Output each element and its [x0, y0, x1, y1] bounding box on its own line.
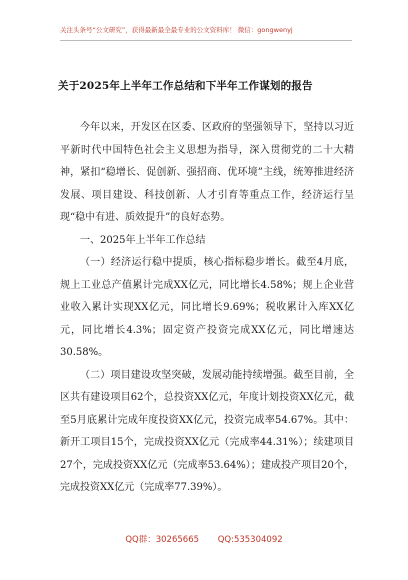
paragraph-intro: 今年以来，开发区在区委、区政府的坚强领导下，坚持以习近平新时代中国特色社会主义思想为指导，深入贯彻党的二十大精神，紧扣“稳增长、促创新、强招商、优环境”主线，统筹推进经济发展、项目建设、科技创新、人才引育等重点工作，经济运行呈现“稳中有进、质效提升”的良好态势。 [60, 122, 354, 223]
footer-qq-group: QQ群：30265665 [125, 535, 200, 545]
document-title: 关于2025年上半年工作总结和下半年工作谋划的报告 [58, 80, 313, 92]
paragraph-economy: （一）经济运行稳中提质，核心指标稳步增长。截至4月底，规上工业总产值累计完成XX亿元，同比增长4.58%；规上企业营业收入累计实现XX亿元，同比增长9.69%；税收累计入库XX亿元，同比增长4.3%；固定资产投资完成XX亿元，同比增速达30.58%。 [60, 257, 354, 358]
footer-qq-contact: QQ:535304092 [217, 535, 283, 545]
paragraph-projects: （二）项目建设攻坚突破，发展动能持续增强。截至目前，全区共有建设项目62个，总投资XX亿元，年度计划投资XX亿元，截至5月底累计完成年度投资XX亿元，投资完成率54.67%。其中：新开工项目15个，完成投资XX亿元（完成率44.31%）；续建项目27个，完成投资XX亿元（完成率53.64%）；建成投产项目20个，完成投资XX亿元（完成率77.39%）。 [60, 369, 354, 493]
section-heading-summary: 一、2025年上半年工作总结 [80, 234, 206, 246]
page-header-note: 关注头条号“公文研究”，获得最新最全最专业的公文资料库！ 微信：gongwenyj [60, 26, 293, 34]
page-footer [0, 533, 408, 545]
header-divider [60, 40, 352, 41]
document-body [60, 117, 354, 500]
